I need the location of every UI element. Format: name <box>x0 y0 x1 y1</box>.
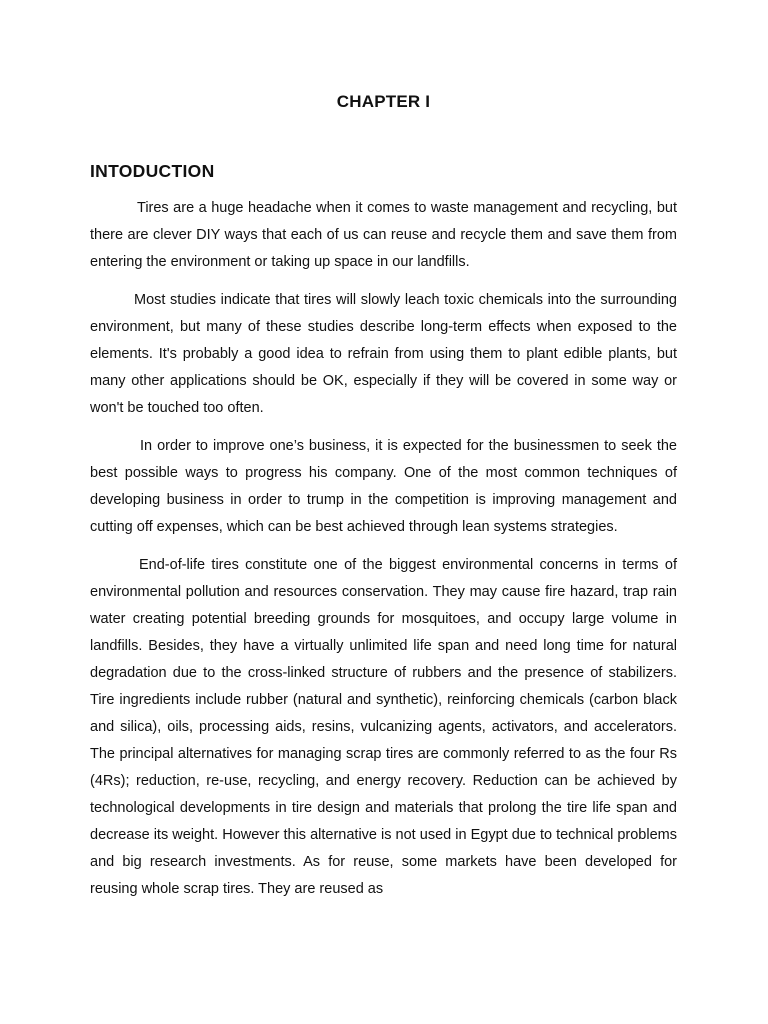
paragraph-4: End-of-life tires constitute one of the biggest environmental concerns in terms of environmental pollution and resources conservation. They may cause fire hazard, trap rain water creating potential breeding grounds for mosquitoes, and occupy large volume in landfills. Besides, they have a virtually unlimited life span and need long time for natural degradation due to the cross-linked structure of rubbers and the presence of stabilizers. Tire ingredients include rubber (natural and synthetic), reinforcing chemicals (carbon black and silica), oils, processing aids, resins, vulcanizing agents, activators, and accelerators. The principal alternatives for managing scrap tires are commonly referred to as the four Rs (4Rs); reduction, re-use, recycling, and energy recovery. Reduction can be achieved by technological developments in tire design and materials that prolong the tire life span and decrease its weight. However this alternative is not used in Egypt due to technical problems and big research investments. As for reuse, some markets have been developed for reusing whole scrap tires. They are reused as <box>90 557 677 897</box>
paragraph-1: Tires are a huge headache when it comes to waste management and recycling, but there are clever DIY ways that each of us can reuse and recycle them and save them from entering the environment or taking up space in our landfills. <box>90 200 677 270</box>
document-body <box>90 195 677 914</box>
paragraph-3: In order to improve one’s business, it is expected for the businessmen to seek the best possible ways to progress his company. One of the most common techniques of developing business in order to trump in the competition is improving management and cutting off expenses, which can be best achieved through lean systems strategies. <box>90 438 677 535</box>
section-heading: INTODUCTION <box>90 161 215 181</box>
chapter-title: CHAPTER I <box>336 92 431 111</box>
paragraph-2: Most studies indicate that tires will slowly leach toxic chemicals into the surrounding environment, but many of these studies describe long-term effects when exposed to the elements. It's probably a good idea to refrain from using them to plant edible plants, but many other applications should be OK, especially if they will be covered in some way or won't be touched too often. <box>90 292 677 416</box>
